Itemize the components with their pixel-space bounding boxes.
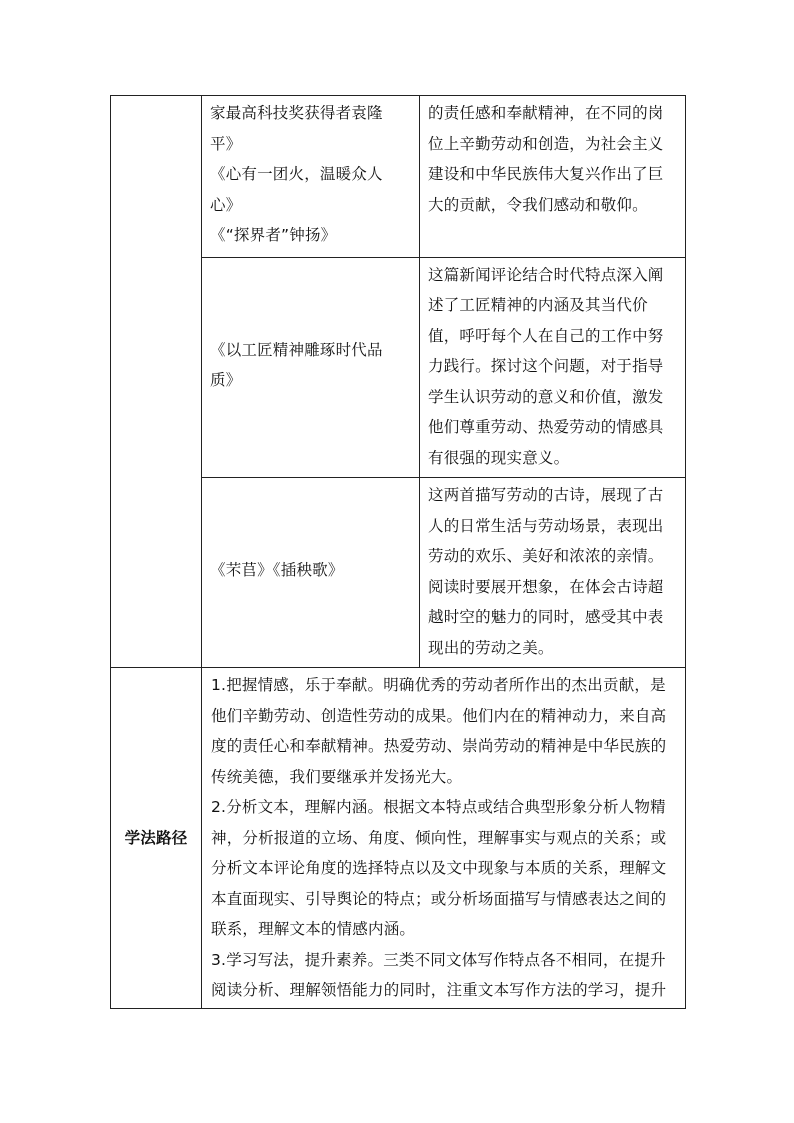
description-line: 述了工匠精神的内涵及其当代价 bbox=[428, 296, 648, 314]
description-line: 大的贡献，令我们感动和敬仰。 bbox=[428, 195, 648, 214]
content-line: 本直面现实、引导舆论的特点；或分析场面描写与情感表达之间的 bbox=[211, 889, 667, 908]
title-line: 家最高科技奖获得者袁隆 bbox=[210, 104, 383, 122]
content-line: 传统美德，我们要继承并发扬光大。 bbox=[211, 767, 463, 786]
description-line: 的责任感和奉献精神，在不同的岗 bbox=[428, 104, 664, 122]
description-line: 位上辛勤劳动和创造，为社会主义 bbox=[428, 134, 664, 153]
content-line: 度的责任心和奉献精神。热爱劳动、崇尚劳动的精神是中华民族的 bbox=[211, 737, 667, 755]
title-line: 《芣苢》《插秧歌》 bbox=[210, 561, 344, 580]
content-line: 3.学习写法，提升素养。三类不同文体写作特点各不相同，在提升 bbox=[211, 950, 666, 969]
content-line: 1.把握情感，乐于奉献。明确优秀的劳动者所作出的杰出贡献，是 bbox=[211, 676, 666, 694]
content-line: 他们辛勤劳动、创造性劳动的成果。他们内在的精神动力，来自高 bbox=[211, 706, 667, 725]
text-title-cell bbox=[202, 96, 420, 258]
title-line: 质》 bbox=[210, 371, 242, 390]
description-line: 阅读时要展开想象，在体会古诗超 bbox=[428, 577, 664, 596]
content-line: 阅读分析、理解领悟能力的同时，注重文本写作方法的学习，提升 bbox=[211, 981, 667, 999]
content-line: 分析文本评论角度的选择特点以及文中现象与本质的关系，理解文 bbox=[211, 859, 667, 877]
description-line: 他们尊重劳动、热爱劳动的情感具 bbox=[428, 418, 664, 436]
text-description-cell bbox=[420, 478, 686, 668]
title-line: 《以工匠精神雕琢时代品 bbox=[210, 340, 383, 359]
table-row bbox=[111, 668, 686, 1009]
empty-label-cell bbox=[111, 96, 202, 668]
text-description-cell bbox=[420, 96, 686, 258]
content-line: 2.分析文本，理解内涵。根据文本特点或结合典型形象分析人物精 bbox=[211, 798, 666, 816]
title-line: 《心有一团火，温暖众人 bbox=[210, 165, 383, 183]
description-line: 力践行。探讨这个问题，对于指导 bbox=[428, 357, 664, 375]
description-line: 建设和中华民族伟大复兴作出了巨 bbox=[428, 165, 664, 183]
text-title-cell bbox=[202, 478, 420, 668]
content-line: 神，分析报道的立场、角度、倾向性，理解事实与观点的关系；或 bbox=[211, 828, 667, 847]
learning-method-content bbox=[202, 668, 686, 1009]
description-line: 这篇新闻评论结合时代特点深入阐 bbox=[428, 265, 664, 284]
description-line: 值，呼吁每个人在自己的工作中努 bbox=[428, 326, 664, 345]
description-line: 现出的劳动之美。 bbox=[428, 638, 554, 657]
title-line: 《“探界者”钟扬》 bbox=[210, 226, 337, 244]
learning-method-label: 学法路径 bbox=[111, 668, 202, 1009]
title-line: 心》 bbox=[210, 195, 242, 214]
content-line: 联系，理解文本的情感内涵。 bbox=[211, 920, 416, 938]
title-line: 平》 bbox=[210, 134, 242, 153]
text-title-cell bbox=[202, 257, 420, 478]
description-line: 这两首描写劳动的古诗，展现了古 bbox=[428, 486, 664, 504]
text-description-cell bbox=[420, 257, 686, 478]
description-line: 人的日常生活与劳动场景，表现出 bbox=[428, 516, 664, 535]
table-row bbox=[111, 96, 686, 258]
description-line: 越时空的魅力的同时，感受其中表 bbox=[428, 608, 664, 626]
description-line: 劳动的欢乐、美好和浓浓的亲情。 bbox=[428, 547, 664, 565]
lesson-plan-table bbox=[110, 95, 686, 1009]
description-line: 学生认识劳动的意义和价值，激发 bbox=[428, 387, 664, 406]
description-line: 有很强的现实意义。 bbox=[428, 448, 570, 467]
